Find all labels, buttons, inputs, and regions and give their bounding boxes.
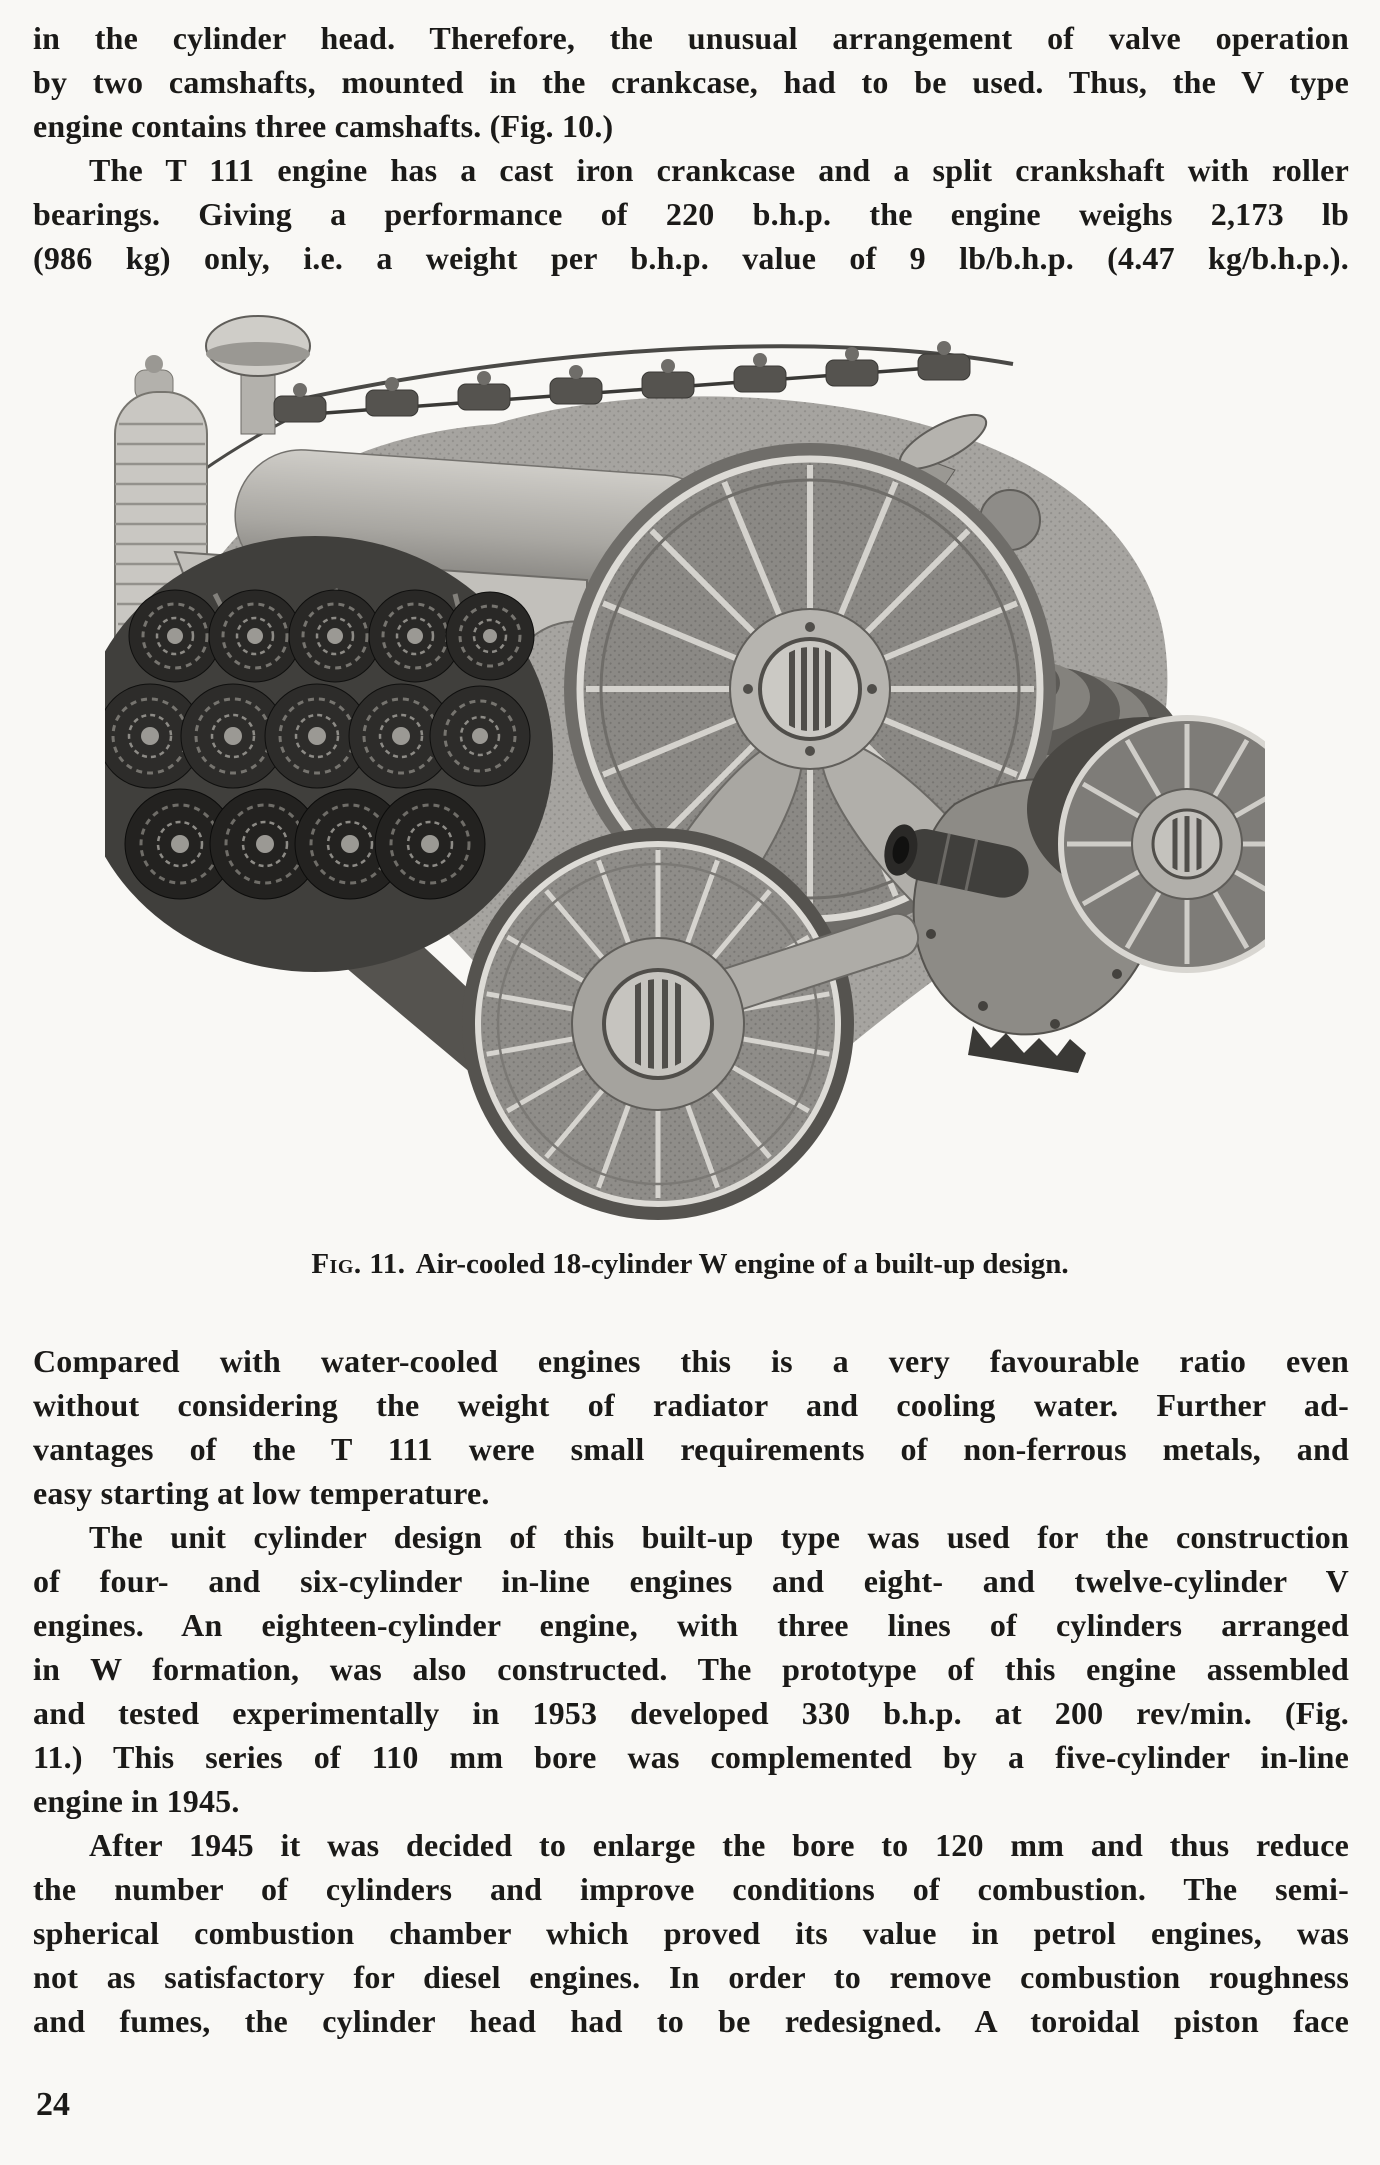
text-line: the number of cylinders and improve conditions of combustion. The semi- <box>33 1871 1349 1907</box>
text-line: The T 111 engine has a cast iron crankcase and a split crankshaft with roller <box>89 152 1349 188</box>
paragraph <box>33 16 1349 148</box>
figure-caption <box>0 1248 1380 1281</box>
text-line: 11.) This series of 110 mm bore was complemented by a five-cylinder in-line <box>33 1739 1349 1775</box>
figure-caption-text: Air-cooled 18-cylinder W engine of a built-up design. <box>415 1248 1069 1280</box>
text-line: engine in 1945. <box>33 1783 240 1819</box>
text-line: engines. An eighteen-cylinder engine, with three lines of cylinders arranged <box>33 1607 1349 1643</box>
paragraph <box>33 1515 1349 1823</box>
text-line: The unit cylinder design of this built-up type was used for the construction <box>89 1519 1349 1555</box>
text-line: spherical combustion chamber which proved its value in petrol engines, was <box>33 1915 1349 1951</box>
text-line: in W formation, was also constructed. The prototype of this engine assembled <box>33 1651 1349 1687</box>
text-line: in the cylinder head. Therefore, the unusual arrangement of valve operation <box>33 20 1349 56</box>
text-line: not as satisfactory for diesel engines. In order to remove combustion roughness <box>33 1959 1349 1995</box>
paragraph <box>33 1823 1349 2043</box>
text-line: without considering the weight of radiator and cooling water. Further ad- <box>33 1387 1349 1423</box>
text-line: (986 kg) only, i.e. a weight per b.h.p. value of 9 lb/b.h.p. (4.47 kg/b.h.p.). <box>33 240 1349 276</box>
text-line: engine contains three camshafts. (Fig. 10.) <box>33 108 614 144</box>
text-line: bearings. Giving a performance of 220 b.h.p. the engine weighs 2,173 lb <box>33 196 1349 232</box>
text-line: and fumes, the cylinder head had to be redesigned. A toroidal piston face <box>33 2003 1349 2039</box>
figure-label: Fig. 11. <box>311 1248 406 1280</box>
text-line: and tested experimentally in 1953 developed 330 b.h.p. at 200 rev/min. (Fig. <box>33 1695 1349 1731</box>
text-line: of four- and six-cylinder in-line engines and eight- and twelve-cylinder V <box>33 1563 1349 1599</box>
paragraph <box>33 1339 1349 1515</box>
engine-photo-illustration <box>105 284 1265 1234</box>
top-text-block <box>33 0 1349 280</box>
engine-figure <box>105 284 1265 1234</box>
text-line: by two camshafts, mounted in the crankcase, had to be used. Thus, the V type <box>33 64 1349 100</box>
text-line: vantages of the T 111 were small requirements of non-ferrous metals, and <box>33 1431 1349 1467</box>
bottom-text-block <box>33 1339 1349 2043</box>
paragraph <box>33 148 1349 280</box>
text-line: After 1945 it was decided to enlarge the bore to 120 mm and thus reduce <box>89 1827 1349 1863</box>
text-line: easy starting at low temperature. <box>33 1475 490 1511</box>
page-number: 24 <box>36 2086 70 2123</box>
text-line: Compared with water-cooled engines this is a very favourable ratio even <box>33 1343 1349 1379</box>
